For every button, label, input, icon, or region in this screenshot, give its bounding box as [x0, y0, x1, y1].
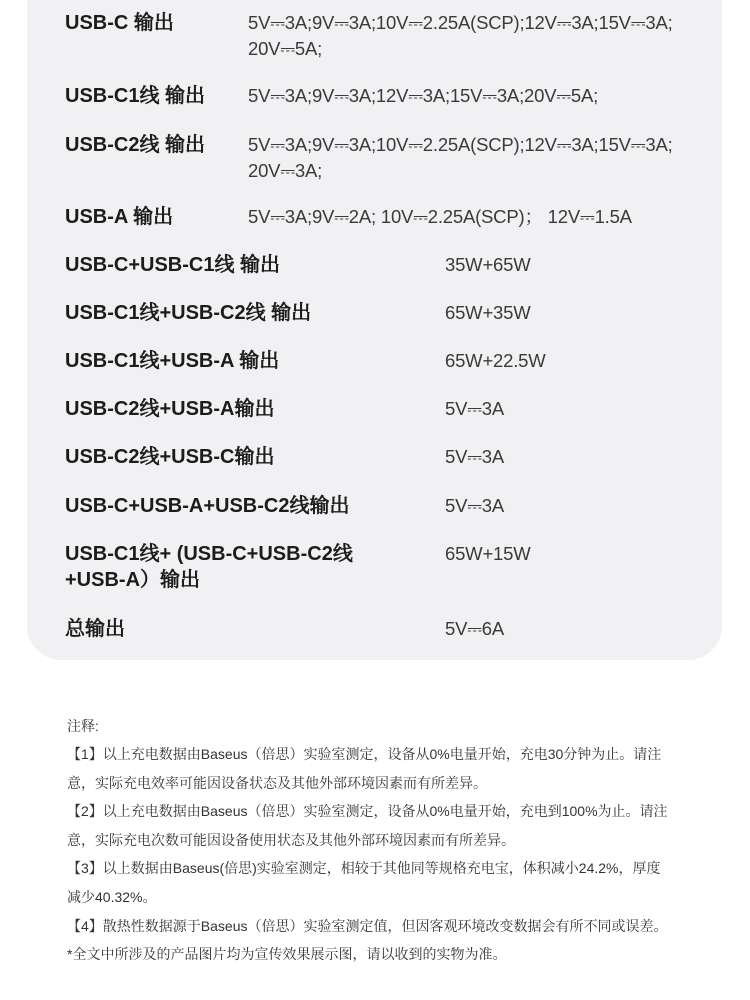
spec-value: 5V⎓3A	[445, 398, 505, 419]
spec-label: USB-C1线+ (USB-C+USB-C2线 +USB-A）输出	[65, 543, 353, 591]
note-line: 【4】散热性数据源于Baseus（倍思）实验室测定值，但因客观环境改变数据会有所不同或误差。	[67, 917, 668, 934]
spec-label: USB-C+USB-A+USB-C2线输出	[65, 495, 350, 517]
spec-label: USB-C2线+USB-C输出	[65, 446, 275, 468]
spec-value: 5V⎓3A;9V⎓3A;10V⎓2.25A(SCP);12V⎓3A;15V⎓3A; 20V⎓5A;	[248, 12, 673, 59]
note-line: 减少40.32%。	[67, 888, 157, 905]
spec-value: 5V⎓3A;9V⎓3A;12V⎓3A;15V⎓3A;20V⎓5A;	[248, 85, 599, 106]
spec-value: 65W+15W	[445, 543, 531, 564]
spec-label: USB-C 输出	[65, 12, 174, 34]
spec-label: USB-C+USB-C1线 输出	[65, 254, 281, 276]
spec-value: 65W+35W	[445, 302, 531, 323]
spec-label: 总输出	[65, 618, 125, 640]
note-line: 【3】以上数据由Baseus(倍思)实验室测定，相较于其他同等规格充电宝，体积减小24.2%，厚度	[67, 860, 661, 877]
spec-label: USB-C1线+USB-C2线 输出	[65, 302, 312, 324]
spec-label: USB-C1线 输出	[65, 85, 206, 107]
spec-label: USB-C2线+USB-A输出	[65, 398, 275, 420]
notes-section	[67, 712, 687, 969]
note-line: 【2】以上充电数据由Baseus（倍思）实验室测定，设备从0%电量开始，充电到100%为止。请注	[67, 803, 668, 820]
note-line: 意，实际充电效率可能因设备状态及其他外部环境因素而有所差异。	[67, 774, 487, 791]
spec-label: USB-A 输出	[65, 206, 174, 228]
note-line: 【1】以上充电数据由Baseus（倍思）实验室测定，设备从0%电量开始，充电30分钟为止。请注	[67, 746, 662, 762]
spec-label: USB-C1线+USB-A 输出	[65, 350, 280, 372]
note-line: *全文中所涉及的产品图片均为宣传效果展示图，请以收到的实物为准。	[67, 946, 507, 963]
note-line: 意，实际充电次数可能因设备使用状态及其他外部环境因素而有所差异。	[67, 831, 515, 848]
spec-value: 65W+22.5W	[445, 350, 546, 371]
spec-label: USB-C2线 输出	[65, 134, 206, 156]
spec-value: 5V⎓3A;9V⎓3A;10V⎓2.25A(SCP);12V⎓3A;15V⎓3A; 20V⎓3A;	[248, 134, 673, 181]
spec-value: 35W+65W	[445, 254, 531, 275]
spec-value: 5V⎓3A	[445, 495, 505, 516]
spec-value: 5V⎓3A;9V⎓2A; 10V⎓2.25A(SCP)； 12V⎓1.5A	[248, 206, 632, 227]
notes-title: 注释:	[67, 718, 99, 734]
spec-value: 5V⎓6A	[445, 618, 505, 639]
spec-value: 5V⎓3A	[445, 446, 505, 467]
